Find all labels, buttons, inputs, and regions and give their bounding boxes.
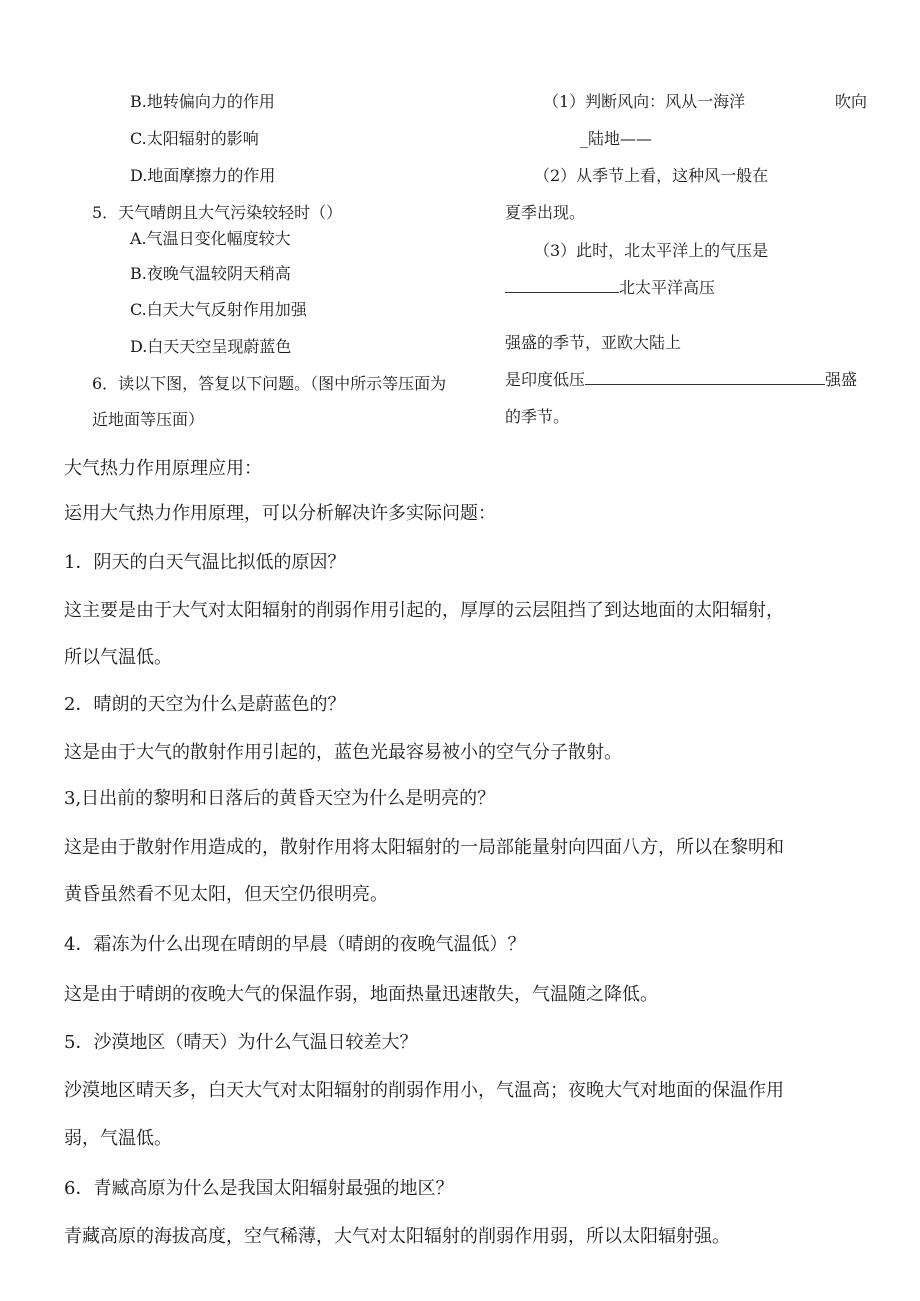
answer-4: 这是由于晴朗的夜晚大气的保温作弱，地面热量迅速散失，气温随之降低。 [64,984,658,1005]
p2-line1: （2）从季节上看，这种风一般在 [534,166,769,185]
p3-line2-text: 北太平洋高压 [619,278,716,297]
q4-option-d: D.地面摩擦力的作用 [130,166,276,185]
answer-3-line2: 黄昏虽然看不见太阳，但天空仍很明亮。 [64,884,388,905]
answer-2: 这是由于大气的散射作用引起的，蓝色光最容易被小的空气分子散射。 [64,742,622,763]
intro-text: 运用大气热力作用原理，可以分析解决许多实际问题： [64,503,496,524]
q4-option-b: B.地转偏向力的作用 [130,92,275,111]
q5-option-d: D.白天天空呈现蔚蓝色 [130,337,292,356]
question-1: 1．阴天的白天气温比拟低的原因？ [64,552,346,573]
q5-option-b: B.夜晚气温较阴天稍高 [130,264,291,283]
question-2: 2．晴朗的天空为什么是蔚蓝色的？ [64,694,346,715]
question-5: 5．沙漠地区（晴天）为什么气温日较差大？ [64,1032,418,1053]
p1-label: （1）判断风向：风从一海洋 [543,92,746,111]
p3-line3: 强盛的季节，亚欧大陆上 [505,333,682,352]
q5-option-a: A.气温日变化幅度较大 [130,229,291,248]
q5-option-c: C.白天大气反射作用加强 [130,300,307,319]
answer-1-line2: 所以气温低。 [64,647,172,668]
p1-end: 吹向 [835,92,868,111]
p3-line2 [505,277,715,299]
answer-6: 青藏高原的海拔高度，空气稀薄，大气对太阳辐射的削弱作用弱，所以太阳辐射强。 [64,1226,730,1247]
q4-option-c: C.太阳辐射的影响 [130,129,259,148]
p3-line4 [505,369,857,391]
answer-blank [585,370,825,385]
answer-blank [505,278,619,293]
p3-line4-end: 强盛 [825,370,858,389]
q6-stem-line2: 近地面等压面） [92,410,205,429]
p3-line1: （3）此时，北太平洋上的气压是 [534,241,769,260]
q5-stem: 5．天气晴朗且大气污染较轻时（） [92,203,343,222]
q6-stem-line1: 6．读以下图，答复以下问题。（图中所示等压面为 [92,374,447,393]
section-heading: 大气热力作用原理应用： [64,458,262,479]
question-3: 3,日出前的黎明和日落后的黄昏天空为什么是明亮的？ [64,788,496,809]
answer-1-line1: 这主要是由于大气对太阳辐射的削弱作用引起的，厚厚的云层阻挡了到达地面的太阳辐射， [64,600,784,621]
answer-5-line1: 沙漠地区晴天多，白天大气对太阳辐射的削弱作用小，气温高；夜晚大气对地面的保温作用 [64,1080,784,1101]
p3-line4-start: 是印度低压 [505,370,586,389]
p1-line2: _陆地—— [580,129,653,148]
answer-3-line1: 这是由于散射作用造成的，散射作用将太阳辐射的一局部能量射向四面八方，所以在黎明和 [64,837,784,858]
question-6: 6．青臧高原为什么是我国太阳辐射最强的地区？ [64,1178,454,1199]
p2-line2: 夏季出现。 [505,203,586,222]
answer-5-line2: 弱，气温低。 [64,1128,172,1149]
p3-line5: 的季节。 [505,407,570,426]
question-4: 4．霜冻为什么出现在晴朗的早晨（晴朗的夜晚气温低）？ [64,934,526,955]
